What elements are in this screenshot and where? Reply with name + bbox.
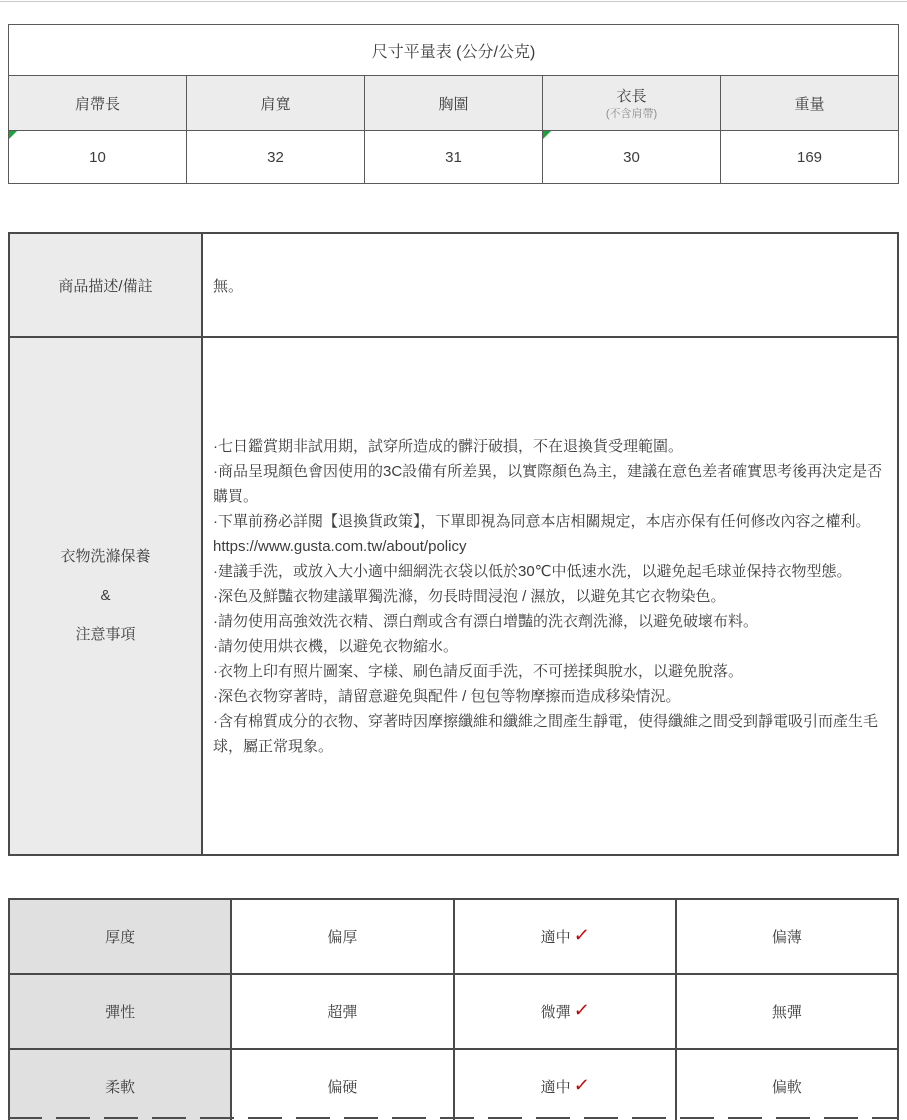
attr-label-elasticity: 彈性 (9, 974, 231, 1049)
attribute-row-thickness (9, 899, 898, 974)
top-divider (0, 1, 907, 2)
size-value-garment-length: 30 (543, 131, 721, 184)
care-line: ·含有棉質成分的衣物、穿著時因摩擦纖維和纖維之間產生靜電，使得纖維之間受到靜電吸引而產生毛球，屬正常現象。 (213, 712, 878, 755)
size-table-header-row (9, 76, 899, 131)
size-header-garment-length (543, 76, 721, 131)
red-check-icon: ✓ (572, 925, 591, 945)
description-label-cell: 商品描述/備註 (9, 233, 202, 337)
size-table-title-row (9, 25, 899, 76)
care-label-cell (9, 337, 202, 855)
care-row (9, 337, 898, 855)
care-line: ·請勿使用高強效洗衣精、漂白劑或含有漂白增豔的洗衣劑洗滌，以避免破壞布料。 (213, 612, 758, 630)
description-row (9, 233, 898, 337)
care-label-line-3: 注意事項 (75, 626, 136, 643)
size-header-garment-length-note: (不含肩帶) (605, 108, 658, 121)
care-line (213, 509, 887, 559)
attr-option-cell: 無彈 (676, 974, 898, 1049)
attr-label-softness: 柔軟 (9, 1049, 231, 1120)
attr-option-cell-checked: 適中✓ (454, 899, 676, 974)
care-content-cell (202, 337, 898, 855)
care-line: ·商品呈現顏色會因使用的3C設備有所差異，以實際顏色為主，建議在意色差者確實思考後再決定是否購買。 (213, 462, 883, 505)
attr-option-cell: 偏薄 (676, 899, 898, 974)
size-header-shoulder-width: 肩寬 (187, 76, 365, 131)
red-check-icon: ✓ (572, 1075, 591, 1095)
size-header-garment-length-label: 衣長 (616, 88, 647, 106)
care-line: ·建議手洗，或放入大小適中細網洗衣袋以低於30℃中低速水洗，以避免起毛球並保持衣物型態。 (213, 562, 852, 580)
green-corner-marker-icon (9, 131, 17, 139)
care-line: ·七日鑑賞期非試用期，試穿所造成的髒汙破損，不在退換貨受理範圍。 (213, 437, 683, 455)
size-value-weight: 169 (721, 131, 899, 184)
size-table-title: 尺寸平量表 (公分/公克) (9, 25, 899, 76)
attributes-table (8, 898, 899, 1120)
attr-label-thickness: 厚度 (9, 899, 231, 974)
attribute-row-softness (9, 1049, 898, 1120)
size-header-strap-length: 肩帶長 (9, 76, 187, 131)
care-label-line-2: & (100, 587, 111, 604)
size-header-chest: 胸圍 (365, 76, 543, 131)
care-line: ·衣物上印有照片圖案、字樣、刷色請反面手洗，不可搓揉與脫水，以避免脫落。 (213, 662, 743, 680)
care-line: ·請勿使用烘衣機，以避免衣物縮水。 (213, 637, 458, 655)
care-line: ·深色及鮮豔衣物建議單獨洗滌，勿長時間浸泡 / 濕放，以避免其它衣物染色。 (213, 587, 726, 605)
attr-option-cell-checked: 微彈✓ (454, 974, 676, 1049)
green-corner-marker-icon (543, 131, 551, 139)
care-line: ·深色衣物穿著時，請留意避免與配件 / 包包等物摩擦而造成移染情況。 (213, 687, 681, 705)
attr-option-cell-checked: 適中✓ (454, 1049, 676, 1120)
size-value-shoulder-width: 32 (187, 131, 365, 184)
red-check-icon: ✓ (572, 1000, 591, 1020)
size-table-value-row (9, 131, 899, 184)
size-header-weight: 重量 (721, 76, 899, 131)
size-value-strap-length: 10 (9, 131, 187, 184)
policy-url-link[interactable]: https://www.gusta.com.tw/about/policy (213, 537, 467, 555)
attribute-row-elasticity (9, 974, 898, 1049)
size-value-chest: 31 (365, 131, 543, 184)
attr-option-cell: 偏厚 (231, 899, 453, 974)
attr-option-cell: 偏硬 (231, 1049, 453, 1120)
care-line-policy-text: ·下單前務必詳閱【退換貨政策】，下單即視為同意本店相關規定，本店亦保有任何修改內容之權利。 (213, 512, 871, 530)
size-table (8, 24, 899, 184)
attr-option-cell: 超彈 (231, 974, 453, 1049)
info-table (8, 232, 899, 856)
bottom-divider (8, 1117, 899, 1119)
care-label-line-1: 衣物洗滌保養 (60, 548, 151, 565)
attr-option-cell: 偏軟 (676, 1049, 898, 1120)
description-value: 無。 (202, 233, 898, 337)
